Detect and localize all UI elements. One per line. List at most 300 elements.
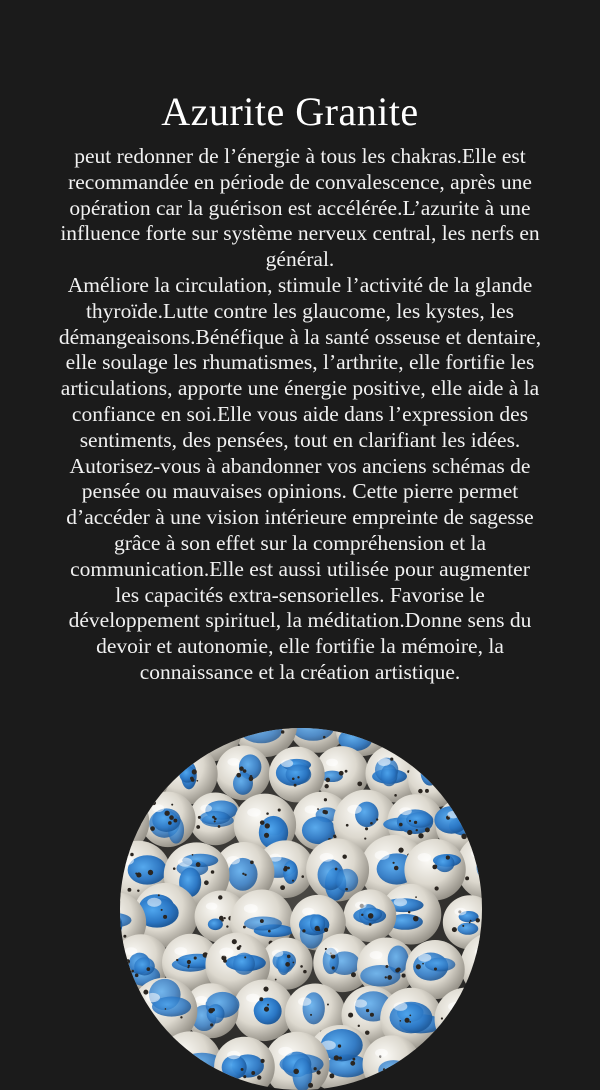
- description-line: Autorisez-vous à abandonner vos anciens schémas de: [16, 454, 584, 480]
- bead-speck: [458, 732, 461, 735]
- bead-highlight: [247, 808, 261, 817]
- bead-speck: [129, 799, 131, 801]
- bead-speck: [239, 945, 242, 948]
- bead-azurite-patch: [283, 861, 298, 884]
- bead-speck: [280, 885, 285, 890]
- bead-speck: [463, 823, 465, 825]
- description-line: peut redonner de l’énergie à tous les chakras.Elle est: [16, 144, 584, 170]
- bead-highlight: [302, 908, 314, 916]
- bead-highlight: [152, 804, 164, 812]
- bead-speck: [345, 888, 348, 891]
- bead-speck: [148, 1018, 152, 1022]
- bead-speck: [275, 979, 277, 981]
- bead-speck: [450, 1017, 454, 1021]
- bead-speck: [191, 778, 195, 782]
- bead-speck: [324, 928, 328, 932]
- bead-speck: [478, 761, 482, 766]
- description-line: d’accéder à une vision intérieure empreinte de sagesse: [16, 505, 584, 531]
- bead-highlight: [326, 947, 339, 955]
- bead-azurite-patch: [481, 1045, 482, 1069]
- bead-speck: [361, 914, 363, 916]
- bead-speck: [429, 757, 431, 759]
- description-line: Améliore la circulation, stimule l’activité de la glande: [16, 273, 584, 299]
- bead-speck: [458, 732, 460, 734]
- description-line: articulations, apporte une énergie positive, elle aide à la: [16, 376, 584, 402]
- bead-speck: [300, 965, 303, 968]
- bead-azurite-patch: [286, 764, 312, 784]
- bead-azurite-patch: [120, 728, 129, 732]
- bead-highlight: [227, 856, 240, 865]
- bead-azurite-patch: [455, 728, 474, 745]
- bead-speck: [192, 854, 194, 856]
- bead-speck: [263, 986, 268, 991]
- bead-speck: [283, 867, 287, 871]
- bead-speck: [287, 867, 290, 870]
- bead-speck: [137, 890, 139, 892]
- bead-speck: [198, 816, 201, 819]
- bead-speck: [259, 997, 263, 1001]
- bead-azurite-patch: [421, 759, 440, 786]
- bead-speck: [450, 750, 453, 753]
- bead-azurite-patch: [458, 923, 479, 935]
- bead-speck: [461, 823, 463, 825]
- bead-speck: [364, 837, 366, 839]
- bead-azurite-patch: [423, 1067, 457, 1090]
- bead-speck: [407, 1068, 410, 1071]
- bead-speck: [469, 922, 471, 924]
- bead-highlight: [145, 993, 160, 1002]
- bead-speck: [390, 1067, 392, 1069]
- bead-highlight: [305, 805, 318, 813]
- bead-speck: [265, 823, 270, 828]
- bead-highlight: [272, 950, 283, 957]
- bead-speck: [394, 794, 397, 797]
- bead-highlight: [355, 901, 367, 908]
- bead-highlight: [246, 994, 260, 1003]
- bead-speck: [387, 975, 392, 980]
- bead-speck: [324, 810, 328, 814]
- bead-highlight: [120, 856, 134, 865]
- bead-speck: [450, 1081, 454, 1085]
- description-line: général.: [16, 247, 584, 273]
- bead-speck: [143, 990, 148, 995]
- bead-speck: [368, 913, 374, 919]
- bead-azurite-patch: [233, 953, 255, 975]
- bead-highlight: [448, 1002, 462, 1011]
- bead-speck: [310, 1014, 312, 1016]
- bead-speck: [142, 1067, 145, 1070]
- bead-speck: [292, 777, 295, 780]
- bead-speck: [324, 798, 327, 801]
- bead-speck: [147, 967, 151, 971]
- bead-speck: [204, 744, 206, 746]
- bead-speck: [429, 1078, 434, 1083]
- bead-speck: [239, 766, 244, 771]
- bead-speck: [409, 820, 411, 822]
- bead-speck: [229, 728, 234, 732]
- bead-speck: [267, 1004, 269, 1006]
- bead-speck: [350, 1061, 355, 1066]
- bead-speck: [208, 1008, 213, 1013]
- bead-highlight: [472, 1050, 482, 1059]
- bead-speck: [160, 733, 163, 736]
- bead-azurite-patch: [142, 1054, 171, 1086]
- bead-azurite-patch: [120, 998, 145, 1027]
- bead-speck: [285, 962, 290, 967]
- bead-azurite-patch: [136, 1058, 176, 1085]
- bead-speck: [314, 1067, 317, 1070]
- bead-speck: [416, 964, 421, 969]
- bead-speck: [214, 818, 217, 821]
- bead-speck: [455, 1076, 458, 1079]
- bead-speck: [370, 1013, 374, 1017]
- bead-speck: [338, 1044, 341, 1047]
- bead-speck: [441, 1017, 443, 1019]
- bead-speck: [243, 1075, 246, 1078]
- bead-speck: [176, 959, 178, 961]
- bead-azurite-patch: [481, 1051, 482, 1078]
- bead-speck: [329, 1073, 334, 1078]
- bead-speck: [383, 1068, 385, 1070]
- bead-highlight: [278, 1047, 292, 1056]
- bead-speck: [152, 801, 156, 805]
- bead-speck: [358, 1025, 360, 1027]
- bead-speck: [327, 1003, 329, 1005]
- bead-speck: [416, 829, 418, 831]
- bead-speck: [308, 1083, 313, 1088]
- bead-speck: [120, 1014, 121, 1019]
- bead-speck: [180, 1016, 182, 1018]
- bead-highlight: [378, 758, 391, 766]
- bead-speck: [210, 1023, 213, 1026]
- bead-speck: [434, 865, 437, 868]
- bead-highlight: [418, 853, 432, 862]
- bead-speck: [292, 880, 294, 882]
- bead: [133, 728, 193, 756]
- bead-speck: [370, 822, 373, 825]
- bead-azurite-patch: [147, 728, 182, 742]
- bead: [389, 728, 444, 754]
- bead-speck: [409, 1021, 411, 1023]
- bead-speck: [218, 895, 222, 899]
- bead-speck: [365, 827, 368, 830]
- bead-highlight: [195, 996, 207, 1004]
- bead-speck: [293, 1069, 299, 1075]
- bead-highlight: [219, 948, 233, 957]
- bead-speck: [361, 728, 365, 730]
- bead-highlight: [394, 898, 407, 906]
- bead-speck: [211, 870, 215, 874]
- bead-speck: [148, 870, 153, 875]
- bead-speck: [124, 1017, 127, 1020]
- bead-speck: [125, 959, 130, 964]
- bead-highlight: [399, 807, 411, 815]
- bead-speck: [399, 1020, 401, 1022]
- bead-highlight: [170, 758, 183, 767]
- bead: [120, 1035, 174, 1090]
- bead-speck: [124, 788, 128, 792]
- bead-speck: [135, 815, 137, 817]
- bead-speck: [171, 804, 173, 806]
- bead-speck: [297, 776, 299, 778]
- bead-azurite-patch: [244, 917, 282, 931]
- bead-speck: [127, 979, 132, 984]
- page-title: Azurite Granite: [0, 88, 580, 136]
- bead: [468, 747, 482, 803]
- bead-speck: [303, 970, 307, 974]
- description-line: devoir et autonomie, elle fortifie la mémoire, la: [16, 634, 584, 660]
- bead-speck: [332, 966, 335, 969]
- bead-speck: [250, 775, 253, 778]
- description-line: développement spirituel, la méditation.Donne sens du: [16, 608, 584, 634]
- bead-azurite-patch: [120, 812, 130, 834]
- bead-speck: [361, 728, 365, 731]
- bead-speck: [294, 784, 297, 787]
- bead-speck: [147, 1043, 150, 1046]
- bead-speck: [415, 896, 417, 898]
- bead-speck: [150, 826, 155, 831]
- bead-speck: [264, 833, 269, 838]
- bead-speck: [192, 769, 197, 774]
- bead-speck: [325, 778, 330, 783]
- bead-speck: [318, 929, 320, 931]
- bead-speck: [168, 821, 172, 825]
- bead-speck: [130, 853, 133, 856]
- bead-speck: [219, 916, 224, 921]
- bead-speck: [434, 757, 438, 761]
- bead-highlight: [120, 756, 132, 765]
- bead-speck: [461, 1024, 466, 1029]
- bead-highlight: [320, 853, 334, 862]
- bead-speck: [131, 780, 136, 785]
- bead-highlight: [394, 1002, 408, 1011]
- bead-speck: [452, 927, 457, 932]
- bead-speck: [145, 1078, 148, 1081]
- bead-azurite-patch: [129, 768, 155, 800]
- bead-speck: [196, 862, 201, 867]
- bead-speck: [173, 819, 177, 823]
- bead-speck: [470, 920, 472, 922]
- bead-highlight: [375, 850, 390, 859]
- bead-speck: [346, 824, 349, 827]
- bead-speck: [200, 1078, 202, 1080]
- bead-speck: [164, 1061, 168, 1065]
- bead-speck: [392, 862, 394, 864]
- bead-speck: [470, 824, 475, 829]
- bead-speck: [187, 960, 191, 964]
- bead-azurite-patch: [120, 751, 148, 786]
- bead-highlight: [178, 858, 192, 867]
- bead-speck: [357, 781, 362, 786]
- bead: [120, 728, 143, 755]
- bead-speck: [446, 856, 450, 860]
- bead-highlight: [298, 997, 311, 1005]
- bead-highlight: [375, 1049, 388, 1057]
- bead-azurite-patch: [474, 957, 482, 979]
- bead-speck: [163, 915, 167, 919]
- description-line: thyroïde.Lutte contre les glaucome, les kystes, les: [16, 299, 584, 325]
- bead-speck: [120, 731, 124, 736]
- bead-highlight: [427, 1050, 440, 1058]
- bead-highlight: [354, 999, 367, 1007]
- bead-speck: [139, 875, 141, 877]
- bead-speck: [218, 825, 221, 828]
- bead-speck: [268, 930, 271, 933]
- description-line: confiance en soi.Elle vous aide dans l’expression des: [16, 402, 584, 428]
- bead-speck: [462, 925, 464, 927]
- bead-speck: [425, 827, 430, 832]
- bead-speck: [226, 925, 228, 927]
- bead-speck: [261, 1059, 265, 1063]
- bead-speck: [395, 968, 399, 972]
- bead-highlight: [244, 904, 258, 913]
- bead-highlight: [281, 759, 293, 767]
- bead-speck: [161, 909, 163, 911]
- bead-speck: [351, 972, 356, 977]
- bead-speck: [241, 1068, 244, 1071]
- azurite-beads-photo: [120, 728, 482, 1090]
- bead-speck: [242, 873, 244, 875]
- bead-speck: [402, 974, 406, 978]
- bead-speck: [236, 773, 241, 778]
- bead-speck: [144, 739, 149, 744]
- bead-azurite-patch: [434, 806, 468, 834]
- bead-speck: [165, 1008, 167, 1010]
- description-line: communication.Elle est aussi utilisée pour augmenter: [16, 557, 584, 583]
- bead-speck: [435, 771, 439, 775]
- bead-highlight: [200, 805, 212, 812]
- description-line: opération car la guérison est accélérée.L’azurite à une: [16, 196, 584, 222]
- description-line: sentiments, des pensées, tout en clarifiant les idées.: [16, 428, 584, 454]
- bead-azurite-patch: [303, 992, 325, 1024]
- bead-highlight: [370, 951, 383, 959]
- bead-speck: [352, 1058, 355, 1061]
- bead-speck: [461, 834, 467, 840]
- bead-azurite-patch: [120, 760, 146, 795]
- bead-highlight: [172, 1046, 186, 1055]
- bead-speck: [398, 847, 403, 852]
- bead-speck: [194, 956, 197, 959]
- bead-speck: [323, 736, 326, 739]
- bead-azurite-patch: [451, 1005, 474, 1033]
- bead-speck: [418, 789, 423, 794]
- bead-speck: [204, 880, 209, 885]
- bead-speck: [409, 1015, 411, 1017]
- bead-speck: [189, 1062, 191, 1064]
- bead-speck: [414, 821, 417, 824]
- bead-speck: [465, 737, 467, 739]
- bead-speck: [413, 916, 419, 922]
- bead-speck: [394, 866, 399, 871]
- bead-speck: [399, 823, 403, 827]
- bead-speck: [435, 886, 439, 890]
- bead-speck: [178, 759, 180, 761]
- bead-speck: [192, 1077, 194, 1079]
- bead-speck: [339, 1056, 342, 1059]
- bead-speck: [187, 966, 189, 968]
- bead-azurite-patch: [207, 1004, 225, 1023]
- bead-speck: [169, 815, 174, 820]
- bead-speck: [260, 820, 265, 825]
- bead-speck: [441, 778, 443, 780]
- description-line: démangeaisons.Bénéfique à la santé osseuse et dentaire,: [16, 325, 584, 351]
- bead-highlight: [206, 902, 218, 909]
- bead-speck: [158, 894, 160, 896]
- bead-speck: [348, 1013, 353, 1018]
- bead-speck: [366, 1009, 369, 1012]
- bead-speck: [257, 1075, 261, 1079]
- bead: [427, 728, 482, 765]
- bead-speck: [390, 758, 393, 761]
- bead-speck: [123, 935, 126, 938]
- bead-speck: [266, 812, 269, 815]
- bead-speck: [405, 1018, 410, 1023]
- bead-speck: [369, 923, 372, 926]
- bead-speck: [465, 876, 469, 880]
- bead-speck: [224, 917, 226, 919]
- bead-azurite-patch: [120, 1008, 131, 1020]
- bead-speck: [250, 860, 254, 864]
- bead-highlight: [174, 947, 187, 955]
- bead-speck: [131, 970, 134, 973]
- description-line: pensée ou mauvaises opinions. Cette pierre permet: [16, 479, 584, 505]
- bead-speck: [208, 728, 213, 733]
- bead-azurite-patch: [378, 1060, 408, 1080]
- description-line: influence forte sur système nerveux central, les nerfs en: [16, 221, 584, 247]
- bead-speck: [232, 939, 237, 944]
- bead-speck: [342, 855, 346, 859]
- bead-speck: [376, 818, 378, 820]
- bead-speck: [251, 1071, 255, 1075]
- bead-speck: [128, 822, 131, 825]
- bead-speck: [434, 967, 437, 970]
- bead-speck: [169, 765, 173, 769]
- bead-azurite-patch: [381, 764, 398, 786]
- bead-speck: [365, 1030, 369, 1034]
- bead-speck: [292, 962, 294, 964]
- description-line: recommandée en période de convalescence, après une: [16, 170, 584, 196]
- bead-speck: [378, 1073, 383, 1078]
- bead-speck: [445, 785, 451, 791]
- bead-azurite-patch: [355, 802, 378, 828]
- bead-speck: [244, 874, 246, 876]
- bead-highlight: [420, 764, 432, 772]
- bead-speck: [476, 918, 480, 922]
- bead-highlight: [418, 954, 431, 962]
- bead-speck: [196, 780, 198, 782]
- bead-highlight: [454, 908, 466, 916]
- bead-speck: [164, 811, 169, 816]
- bead-speck: [243, 926, 246, 929]
- bead-speck: [264, 1007, 269, 1012]
- bead: [459, 1035, 482, 1090]
- bead-speck: [192, 1064, 194, 1066]
- bead-speck: [160, 728, 162, 729]
- bead-speck: [139, 1065, 144, 1070]
- bead-highlight: [447, 811, 459, 819]
- bead-highlight: [326, 759, 338, 767]
- description-line: elle soulage les rhumatismes, l’arthrite, elle fortifie les: [16, 350, 584, 376]
- bead-speck: [426, 742, 430, 746]
- bead-speck: [425, 789, 429, 793]
- bead-speck: [244, 956, 246, 958]
- bead-speck: [449, 1078, 451, 1080]
- bead-speck: [408, 911, 410, 913]
- bead-speck: [281, 730, 284, 733]
- bead-speck: [339, 771, 344, 776]
- bead-speck: [345, 770, 348, 773]
- description-text: [16, 144, 584, 686]
